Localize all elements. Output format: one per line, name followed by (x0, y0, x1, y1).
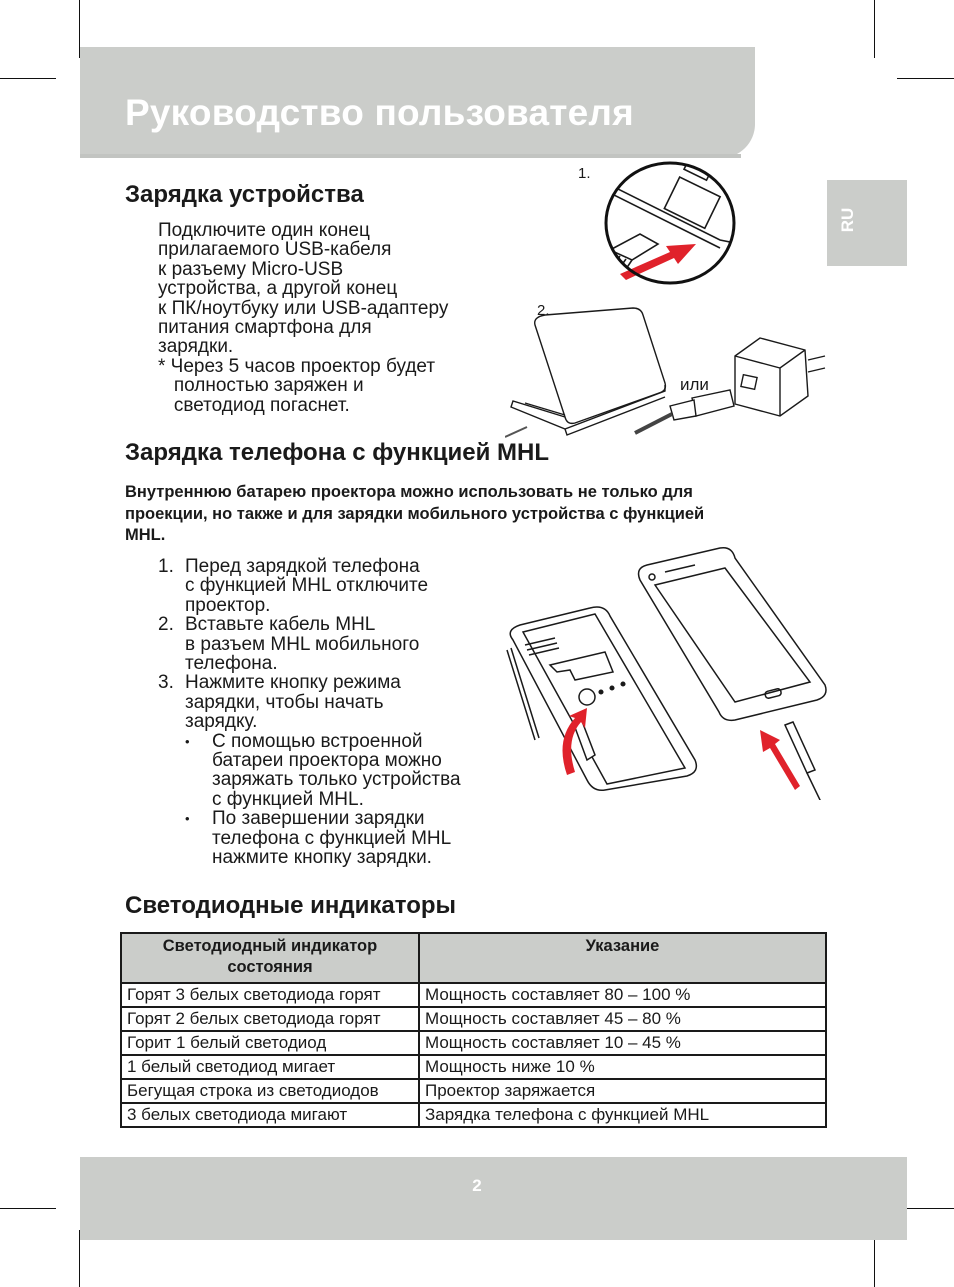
text-line: с функцией MHL. (212, 788, 364, 810)
table-row (121, 983, 826, 1007)
led-meaning-cell: Проектор заряжается (419, 1079, 826, 1103)
crop-mark (874, 0, 875, 58)
or-label: или (680, 375, 709, 394)
mhl-intro (125, 482, 825, 547)
text-line: зарядку. (185, 711, 258, 733)
step-number: 1. (158, 556, 174, 577)
led-status-cell: Бегущая строка из светодиодов (121, 1079, 419, 1103)
led-status-cell: Горят 3 белых светодиода горят (121, 983, 419, 1007)
text-line: к разъему Micro-USB (158, 258, 344, 280)
text-line: полностью заряжен и (158, 375, 364, 397)
step2-label: 2. (537, 302, 550, 319)
language-tab (827, 180, 907, 266)
text-line: нажмите кнопку зарядки. (212, 847, 432, 869)
bullet-icon: • (185, 811, 190, 827)
crop-mark (897, 78, 954, 79)
bullet-item (158, 809, 461, 867)
bullet-item (158, 732, 461, 810)
led-meaning-cell: Мощность составляет 80 – 100 % (419, 983, 826, 1007)
text-line: телефона. (185, 653, 278, 675)
mhl-steps-list (158, 557, 461, 868)
micro-usb-connection-illustration (600, 160, 745, 290)
step-number: 3. (158, 672, 174, 694)
usb-adapter-illustration (630, 328, 830, 438)
page-number: 2 (472, 1176, 482, 1195)
text-line: С помощью встроенной (212, 730, 423, 752)
crop-mark (0, 1208, 56, 1209)
column-header-meaning: Указание (419, 933, 826, 983)
text-line: заряжать только устройства (212, 769, 461, 791)
led-meaning-cell: Мощность составляет 45 – 80 % (419, 1007, 826, 1031)
table-row (121, 1055, 826, 1079)
section-title-charging-device: Зарядка устройства (125, 181, 364, 208)
led-meaning-cell: Зарядка телефона с функцией MHL (419, 1103, 826, 1127)
table-row (121, 1031, 826, 1055)
text-line: зарядки. (158, 336, 234, 358)
text-line: проектор. (185, 594, 271, 616)
crop-mark (0, 78, 56, 79)
table-row (121, 1079, 826, 1103)
text-line: MHL. (125, 526, 166, 544)
table-row (121, 1103, 826, 1127)
text-line: с функцией MHL отключите (185, 575, 429, 597)
text-line: питания смартфона для (158, 317, 372, 339)
text-line: Внутреннюю батарею проектора можно использовать не только для (125, 483, 693, 501)
text-line: светодиод погаснет. (158, 394, 350, 416)
table-row (121, 1007, 826, 1031)
projector-phone-illustration (495, 540, 835, 800)
led-meaning-cell: Мощность составляет 10 – 45 % (419, 1031, 826, 1055)
section-title-led: Светодиодные индикаторы (125, 892, 457, 919)
led-status-cell: Горит 1 белый светодиод (121, 1031, 419, 1055)
bullet-icon: • (185, 733, 190, 749)
text-line: в разъем MHL мобильного (185, 633, 420, 655)
text-line: зарядки, чтобы начать (185, 691, 384, 713)
text-line: По завершении зарядки (212, 808, 425, 830)
step-number: 2. (158, 614, 174, 636)
page-title: Руководство пользователя (125, 92, 634, 133)
step-item (158, 557, 461, 615)
step1-label: 1. (578, 165, 591, 182)
footer-band (80, 1157, 907, 1240)
text-line: устройства, а другой конец (158, 278, 398, 300)
text-line: Перед зарядкой телефона (185, 556, 420, 577)
text-line: * Через 5 часов проектор будет (158, 355, 436, 377)
led-status-cell: Горят 2 белых светодиода горят (121, 1007, 419, 1031)
led-meaning-cell: Мощность ниже 10 % (419, 1055, 826, 1079)
section-title-mhl: Зарядка телефона с функцией MHL (125, 439, 550, 466)
text-line: проекции, но также и для зарядки мобильного устройства с функцией (125, 504, 705, 523)
language-tab-label: RU (838, 207, 857, 233)
text-line: телефона с функцией MHL (212, 827, 452, 849)
text-line: батареи проектора можно (212, 750, 442, 772)
led-status-cell: 3 белых светодиода мигают (121, 1103, 419, 1127)
text-line: прилагаемого USB-кабеля (158, 239, 392, 261)
text-line: к ПК/ноутбуку или USB-адаптеру (158, 297, 449, 319)
charging-instructions (158, 221, 448, 415)
table-header-row (121, 933, 826, 983)
step-item (158, 673, 461, 731)
text-line: Подключите один конец (158, 220, 370, 241)
led-status-cell: 1 белый светодиод мигает (121, 1055, 419, 1079)
text-line: Нажмите кнопку режима (185, 672, 401, 694)
text-line: Вставьте кабель MHL (185, 614, 376, 636)
column-header-status: Светодиодный индикатор состояния (121, 933, 419, 983)
step-item (158, 615, 461, 673)
led-indicator-table (120, 932, 827, 1128)
